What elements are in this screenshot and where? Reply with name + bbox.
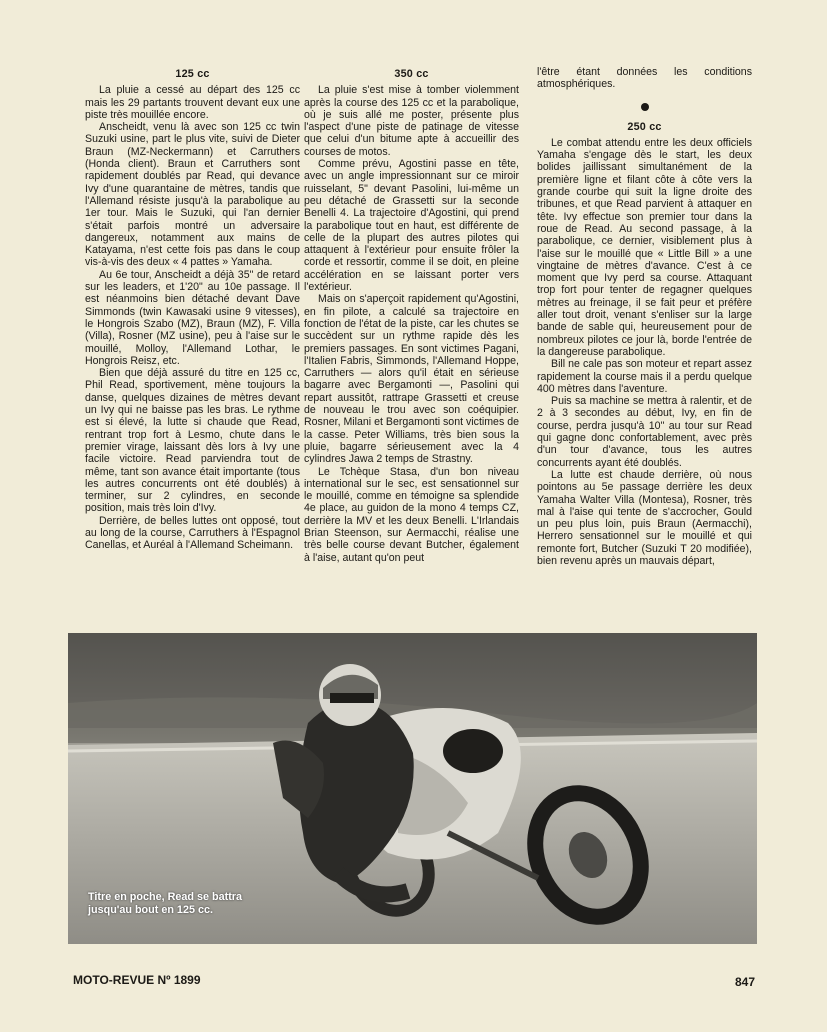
photo-caption: Titre en poche, Read se battra jusqu'au bout en 125 cc. (88, 891, 243, 916)
paragraph: La pluie a cessé au départ des 125 cc mais les 29 partants trouvent devant eux une piste très mouillée encore. (85, 84, 300, 121)
race-photo (68, 633, 757, 944)
paragraph: Bill ne cale pas son moteur et repart assez rapidement la course mais il a perdu quelque 400 mètres dans l'aventure. (537, 358, 752, 395)
paragraph: Le Tchèque Stasa, d'un bon niveau international sur le sec, est sensationnel sur le mouillé, comme en témoigne sa splendide 4e place, au guidon de la mono 4 temps CZ, derrière la MV et les deux Benelli. L'Irlandais Brian Steenson, sur Aermacchi, réalise une très belle course devant Butcher, également à l'aise, autant qu'on peut (304, 465, 519, 564)
paragraph: La pluie s'est mise à tomber violemment après la course des 125 cc et la parabolique, où je suis allé me poster, présente plus l'aspect d'une piste de patinage de vitesse que celui d'un bitume apte à accueillir des courses de motos. (304, 84, 519, 158)
article-column-1 (85, 66, 300, 552)
paragraph: Mais on s'aperçoit rapidement qu'Agostini, en fin pilote, a calculé sa trajectoire en fonction de l'état de la piste, car les chutes se succèdent sur un rythme rapide dès les premiers passages. En sont victimes Pagani, l'Italien Fabris, Simmonds, l'Allemand Hoppe, Carruthers — alors qu'il était en sérieuse bagarre avec Bergamonti —, Pasolini qui repart aussitôt, rattrape Grassetti et creuse de nouveau le trou avec son coéquipier. Rosner, Milani et Bergamonti sont victimes de la casse. Peter Williams, très bien sous la pluie, bagarre sérieusement avec la 4 cylindres Jawa 2 temps de Strastny. (304, 293, 519, 466)
paragraph: Au 6e tour, Anscheidt a déjà 35" de retard sur les leaders, et 1'20" au 10e passage. Il est néanmoins bien détaché devant Dave Simmonds (twin Kawasaki usine 9 vitesses), le Hongrois Szabo (MZ), Braun (MZ), F. Villa (Villa), Rosner (MZ usine), peu à l'aise sur le mouillé, Molloy, l'Allemand Lothar, le Hongrois Reisz, etc. (85, 268, 300, 367)
section-heading-125cc: 125 cc (175, 68, 210, 80)
paragraph: Le combat attendu entre les deux officiels Yamaha s'engage dès le start, les deux bolides jaillissant simultanément de la première ligne et filant côte à côte vers la grande courbe qui suit la ligne droite des tribunes, et que Read parvient à attaquer en tête. Ivy effectue son premier tour dans la roue de Read. Au second passage, à la parabolique, ce dernier, visiblement plus à l'aise sur le mouillé que « Little Bill » a une vingtaine de mètres d'avance. C'est à ce moment que Ivy perd sa course. Attaquant trop fort pour tenter de regagner quelques mètres au freinage, il se fait peur et préfère aller tout droit, venant s'enliser sur la large bande de sable qui, heureusement pour de nombreux pilotes ce jour là, borde l'entrée de la dangereuse parabolique. (537, 136, 752, 358)
paragraph: Anscheidt, venu là avec son 125 cc twin Suzuki usine, part le plus vite, suivi de Dieter Braun (MZ-Neckermann) et Carruthers (Honda client). Braun et Carruthers sont rapidement doublés par Read, qui devance Ivy d'une quarantaine de mètres, tandis que l'Allemand résiste jusqu'à la parabolique au 1er tour. Mais le Suzuki, qui l'an dernier s'était parfois montré un adversaire dangereux, notamment aux mains de Katayama, n'est cette fois pas dans le coup vis-à-vis des deux « 4 pattes » Yamaha. (85, 121, 300, 269)
section-heading-350cc: 350 cc (394, 68, 429, 80)
section-heading-250cc: 250 cc (627, 120, 662, 133)
paragraph: Derrière, de belles luttes ont opposé, tout au long de la course, Carruthers à l'Espagnol Canellas, et Auréal à l'Allemand Scheimann. (85, 514, 300, 552)
paragraph: La lutte est chaude derrière, où nous pointons au 5e passage derrière les deux Yamaha Walter Villa (Montesa), Rosner, très mal à l'aise qui tente de s'accrocher, Gould un peu plus loin, puis Braun (Aermacchi), Herrero sensationnel sur le mouillé et qui remonte fort, Butcher (Suzuki T 20 modifiée), bien revenu après un mauvais départ, (537, 468, 752, 567)
magazine-issue: MOTO-REVUE Nº 1899 (73, 973, 201, 987)
paragraph: Bien que déjà assuré du titre en 125 cc, Phil Read, sportivement, mène toujours la danse, quelques dizaines de mètres devant un Ivy qui ne baisse pas les bras. Le rythme est si élevé, la lutte si chaude que Read, rentrant trop fort à Lesmo, chute dans le premier virage, laissant dès lors à Ivy une facile victoire. Read parviendra tout de même, tant son avance était importante (tous les autres concurrents ont été doublés) à terminer, sur 2 cylindres, en seconde position, mais très loin d'Ivy. (85, 367, 300, 515)
article-column-3 (537, 66, 752, 567)
bullet-separator (641, 103, 649, 111)
page-number: 847 (735, 975, 756, 989)
paragraph: Puis sa machine se mettra à ralentir, et de 2 à 3 secondes au début, Ivy, en fin de course, perdra jusqu'à 10" au tour sur Read qui gagne donc confortablement, avec près d'un tour d'avance, tous les autres concurrents ayant été doublés. (537, 395, 752, 469)
paragraph-continuation: l'être étant données les conditions atmosphériques. (537, 66, 752, 91)
paragraph: Comme prévu, Agostini passe en tête, avec un angle impressionnant sur ce miroir ruisselant, 5" devant Pasolini, lui-même un peu détaché de Grassetti sur la seconde Benelli 4. La trajectoire d'Agostini, qui prend la parabolique tout en haut, est différente de celle de la plupart des autres pilotes qui attaquent à l'extérieur pour ensuite frôler la corde et ressortir, comme il se doit, en pleine accélération en se laissant porter vers l'extérieur. (304, 158, 519, 294)
article-column-2 (304, 66, 519, 564)
